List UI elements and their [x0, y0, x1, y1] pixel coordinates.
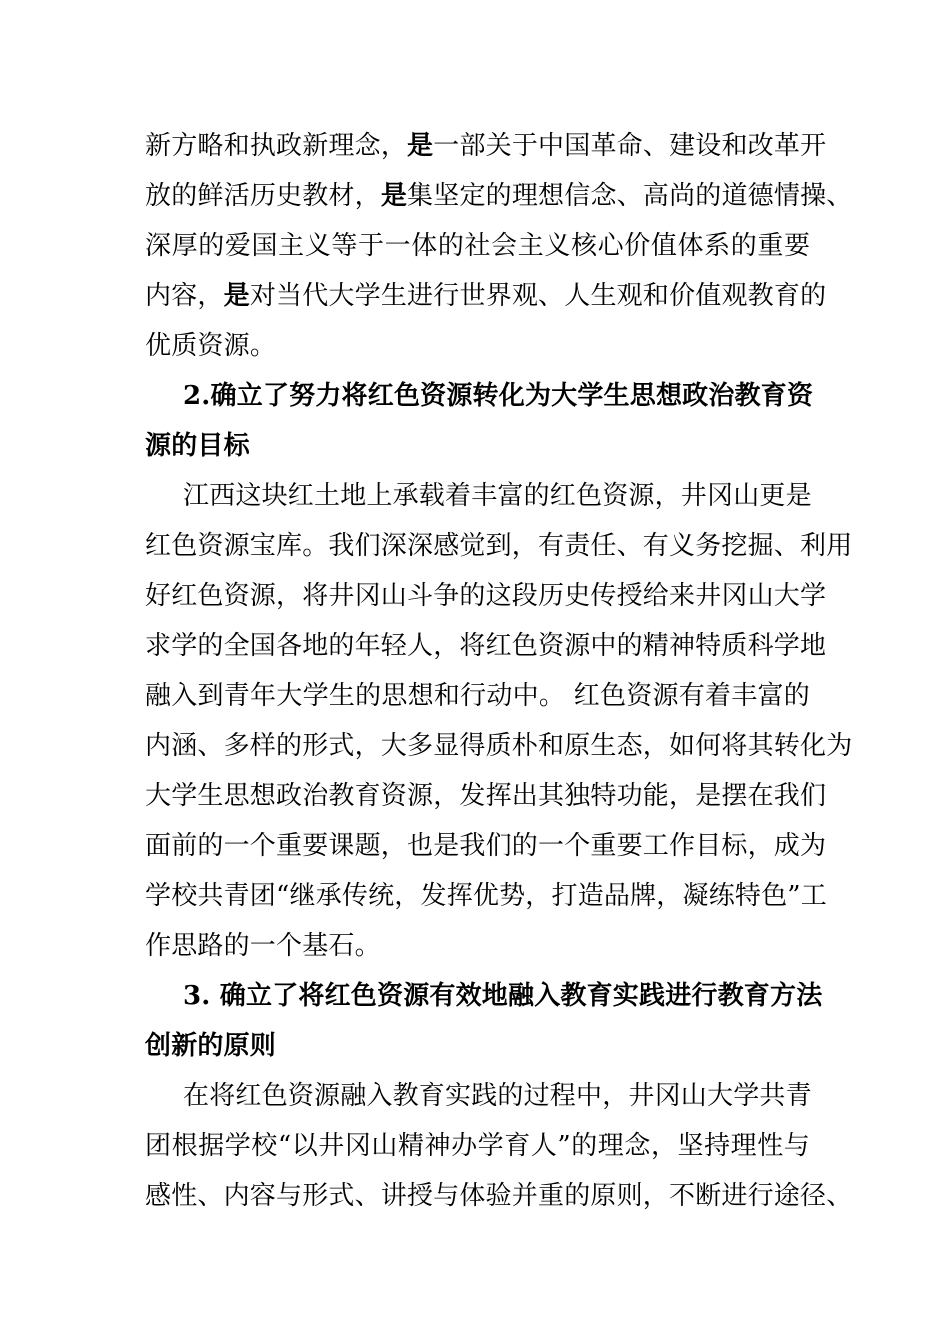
section-heading-3 [145, 971, 823, 1071]
heading-line: 3. 确立了将红色资源有效地融入教育实践进行教育方法 [183, 981, 823, 1011]
text-line: 感性、内容与形式、讲授与体验并重的原则，不断进行途径、 [145, 1181, 853, 1211]
text-line: 求学的全国各地的年轻人，将红色资源中的精神特质科学地 [145, 631, 827, 661]
text-line: 作思路的一个基石。 [145, 931, 381, 961]
text-line: 红色资源宝库。我们深深感觉到，有责任、有义务挖掘、利用 [145, 531, 853, 561]
text-line: 学校共青团“继承传统，发挥优势，打造品牌，凝练特色”工 [145, 881, 827, 911]
text-line: 新方略和执政新理念，是一部关于中国革命、建设和改革开 [145, 131, 827, 161]
paragraph-1 [145, 121, 853, 371]
text-line: 好红色资源，将井冈山斗争的这段历史传授给来井冈山大学 [145, 581, 827, 611]
text-line: 在将红色资源融入教育实践的过程中，井冈山大学共青 [183, 1081, 812, 1111]
text-line: 大学生思想政治教育资源，发挥出其独特功能，是摆在我们 [145, 781, 827, 811]
text-line: 面前的一个重要课题，也是我们的一个重要工作目标，成为 [145, 831, 827, 861]
text-line: 江西这块红土地上承载着丰富的红色资源，井冈山更是 [183, 481, 812, 511]
section-heading-2 [145, 371, 814, 471]
heading-line: 源的目标 [145, 431, 250, 461]
text-line: 内涵、多样的形式，大多显得质朴和原生态，如何将其转化为 [145, 731, 853, 761]
paragraph-3 [145, 1071, 853, 1221]
text-line: 融入到青年大学生的思想和行动中。 红色资源有着丰富的 [145, 681, 810, 711]
document-page [145, 121, 853, 1221]
paragraph-2 [145, 471, 853, 971]
heading-line: 创新的原则 [145, 1031, 277, 1061]
text-line: 团根据学校“以井冈山精神办学育人”的理念，坚持理性与 [145, 1131, 810, 1161]
text-line: 放的鲜活历史教材，是集坚定的理想信念、高尚的道德情操、 [145, 181, 853, 211]
text-line: 深厚的爱国主义等于一体的社会主义核心价值体系的重要 [145, 231, 811, 261]
text-line: 优质资源。 [145, 331, 277, 361]
text-line: 内容，是对当代大学生进行世界观、人生观和价值观教育的 [145, 281, 827, 311]
heading-line: 2.确立了努力将红色资源转化为大学生思想政治教育资 [183, 381, 814, 411]
